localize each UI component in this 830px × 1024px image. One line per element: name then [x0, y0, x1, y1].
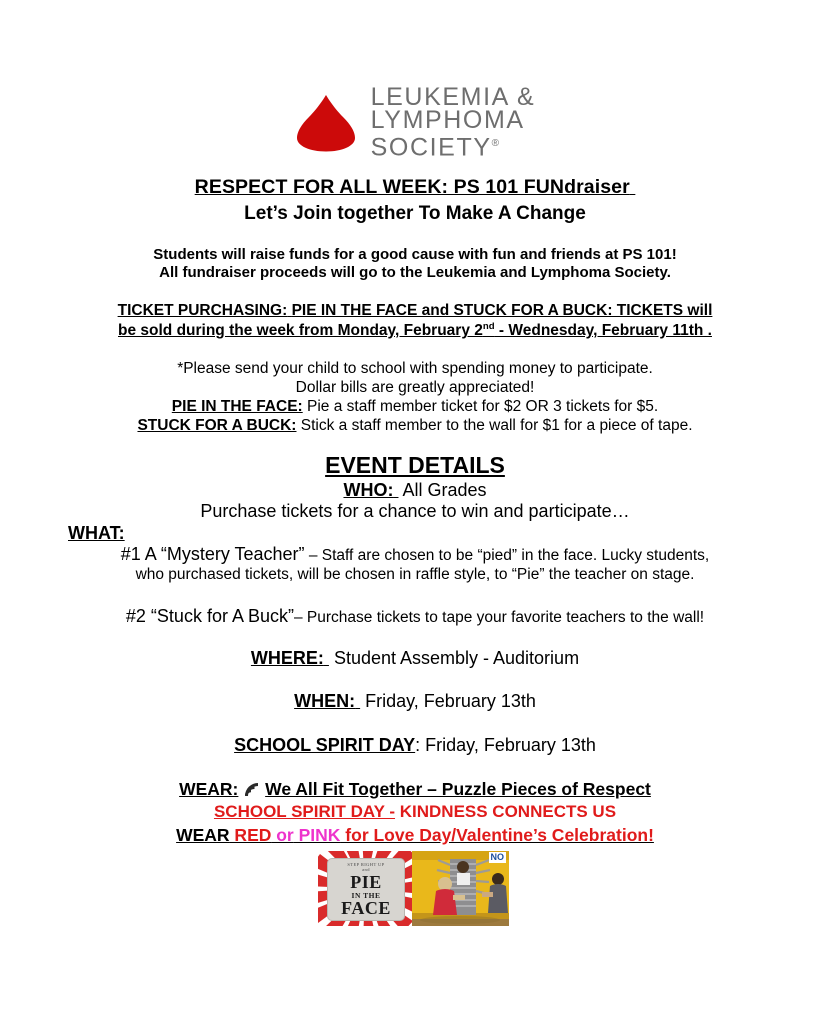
when-value: Friday, February 13th [360, 691, 536, 711]
what-item-2 [0, 606, 830, 627]
what-item-2-rest: – Purchase tickets to tape your favorite teachers to the wall! [293, 609, 705, 626]
intro-line-1: Students will raise funds for a good cause with fun and friends at PS 101! [153, 246, 677, 263]
what-item-2-lead: #2 “Stuck for A Buck” [125, 606, 294, 626]
purchase-tickets-line: Purchase tickets for a chance to win and participate… [200, 501, 630, 521]
lls-logo-line2: LYMPHOMA [370, 106, 525, 134]
when-label: WHEN: [294, 691, 356, 711]
ticket-purchasing-rest: PIE IN THE FACE and STUCK FOR A BUCK: TICKETS will [291, 302, 713, 319]
wear-tagline: We All Fit Together – Puzzle Pieces of Respect [265, 779, 651, 799]
lls-logo [0, 83, 830, 162]
spirit-day-kindness-row [0, 802, 830, 822]
page-title-text: RESPECT FOR ALL WEEK: PS 101 FUNdraiser [194, 176, 630, 198]
pie-poster-word-pie: PIE [350, 871, 382, 892]
ticket-purchasing-label: TICKET PURCHASING: [117, 302, 288, 319]
event-details-heading-text: EVENT DETAILS [325, 452, 505, 478]
what-item-1-rest: – Staff are chosen to be “pied” in the face. Lucky students, [304, 547, 710, 564]
stuck-for-a-buck-pricing [0, 417, 830, 435]
stuck-for-a-buck-label: STUCK FOR A BUCK: [137, 417, 297, 434]
who-value: All Grades [398, 480, 487, 500]
blood-drop-icon [295, 93, 357, 153]
when-row [0, 691, 830, 712]
wear-label: WEAR: [179, 779, 239, 799]
page-subtitle: Let’s Join together To Make A Change [244, 203, 586, 224]
pie-poster-word-face: FACE [341, 897, 391, 918]
pie-in-the-face-pricing [0, 398, 830, 416]
spirit-day-underlined: SCHOOL SPIRIT DAY - [213, 802, 396, 821]
lls-logo-line3: SOCIETY [370, 133, 492, 162]
school-spirit-day-value: : Friday, February 13th [415, 735, 596, 755]
what-item-1-line-2: who purchased tickets, will be chosen in raffle style, to “Pie” the teacher on stage. [135, 566, 695, 583]
pie-poster-step-text: STEP RIGHT UP [347, 861, 385, 867]
pie-in-the-face-poster [318, 851, 412, 926]
stuck-for-a-buck-text: Stick a staff member to the wall for $1 for a piece of tape. [296, 417, 693, 434]
lls-logo-text [370, 83, 536, 162]
wear-rest-text: for Love Day/Valentine’s Celebration! [340, 825, 654, 845]
pie-poster-and-text: and [362, 867, 370, 872]
page-title [0, 176, 830, 199]
note-dollar-bills: Dollar bills are greatly appreciated! [295, 379, 535, 396]
spirit-day-plain: KINDNESS CONNECTS US [395, 802, 617, 821]
note-spending-money: *Please send your child to school with spending money to participate. [177, 360, 653, 377]
intro-line-2: All fundraiser proceeds will go to the Leukemia and Lymphoma Society. [159, 264, 671, 281]
wear-or-word: or [271, 825, 294, 845]
what-item-1-line-1 [0, 544, 830, 565]
where-row [0, 648, 830, 669]
wear-red-or-pink-row [0, 825, 830, 846]
ticket-dates-b: - Wednesday, February 11th . [494, 322, 712, 340]
pie-in-the-face-label: PIE IN THE FACE: [171, 398, 303, 415]
students-taping-teacher-photo [412, 851, 509, 926]
ticket-purchasing-line-1 [0, 302, 830, 320]
who-row [0, 480, 830, 501]
what-label-row [0, 523, 830, 544]
registered-mark: ® [491, 138, 499, 149]
wear-pink-word: PINK [293, 825, 341, 845]
wear-word: WEAR [176, 825, 230, 845]
where-value: Student Assembly - Auditorium [328, 648, 580, 668]
ticket-purchasing-line-2 [0, 321, 830, 340]
pie-poster-plaque [327, 858, 405, 921]
wear-row [0, 779, 830, 800]
who-label: WHO: [343, 480, 394, 500]
lls-logo-line3-wrap [370, 132, 536, 162]
lls-logo-line1: LEUKEMIA & [370, 83, 536, 111]
school-spirit-day-label: SCHOOL SPIRIT DAY [234, 735, 416, 755]
no-sign-label: NO [490, 852, 504, 862]
what-item-1-lead: #1 A “Mystery Teacher” [120, 544, 305, 564]
where-label: WHERE: [250, 648, 324, 668]
puzzle-piece-icon [243, 781, 260, 798]
school-spirit-day-row [0, 735, 830, 756]
bottom-images [318, 851, 509, 926]
pie-poster-word-inthe: IN THE [351, 890, 381, 900]
what-label: WHAT: [68, 523, 125, 543]
ordinal-suffix: nd [482, 321, 495, 332]
pie-in-the-face-text: Pie a staff member ticket for $2 OR 3 tickets for $5. [302, 398, 659, 415]
event-details-heading [0, 452, 830, 479]
ticket-dates-a: be sold during the week from Monday, February 2 [118, 322, 483, 340]
wear-red-word: RED [229, 825, 272, 845]
